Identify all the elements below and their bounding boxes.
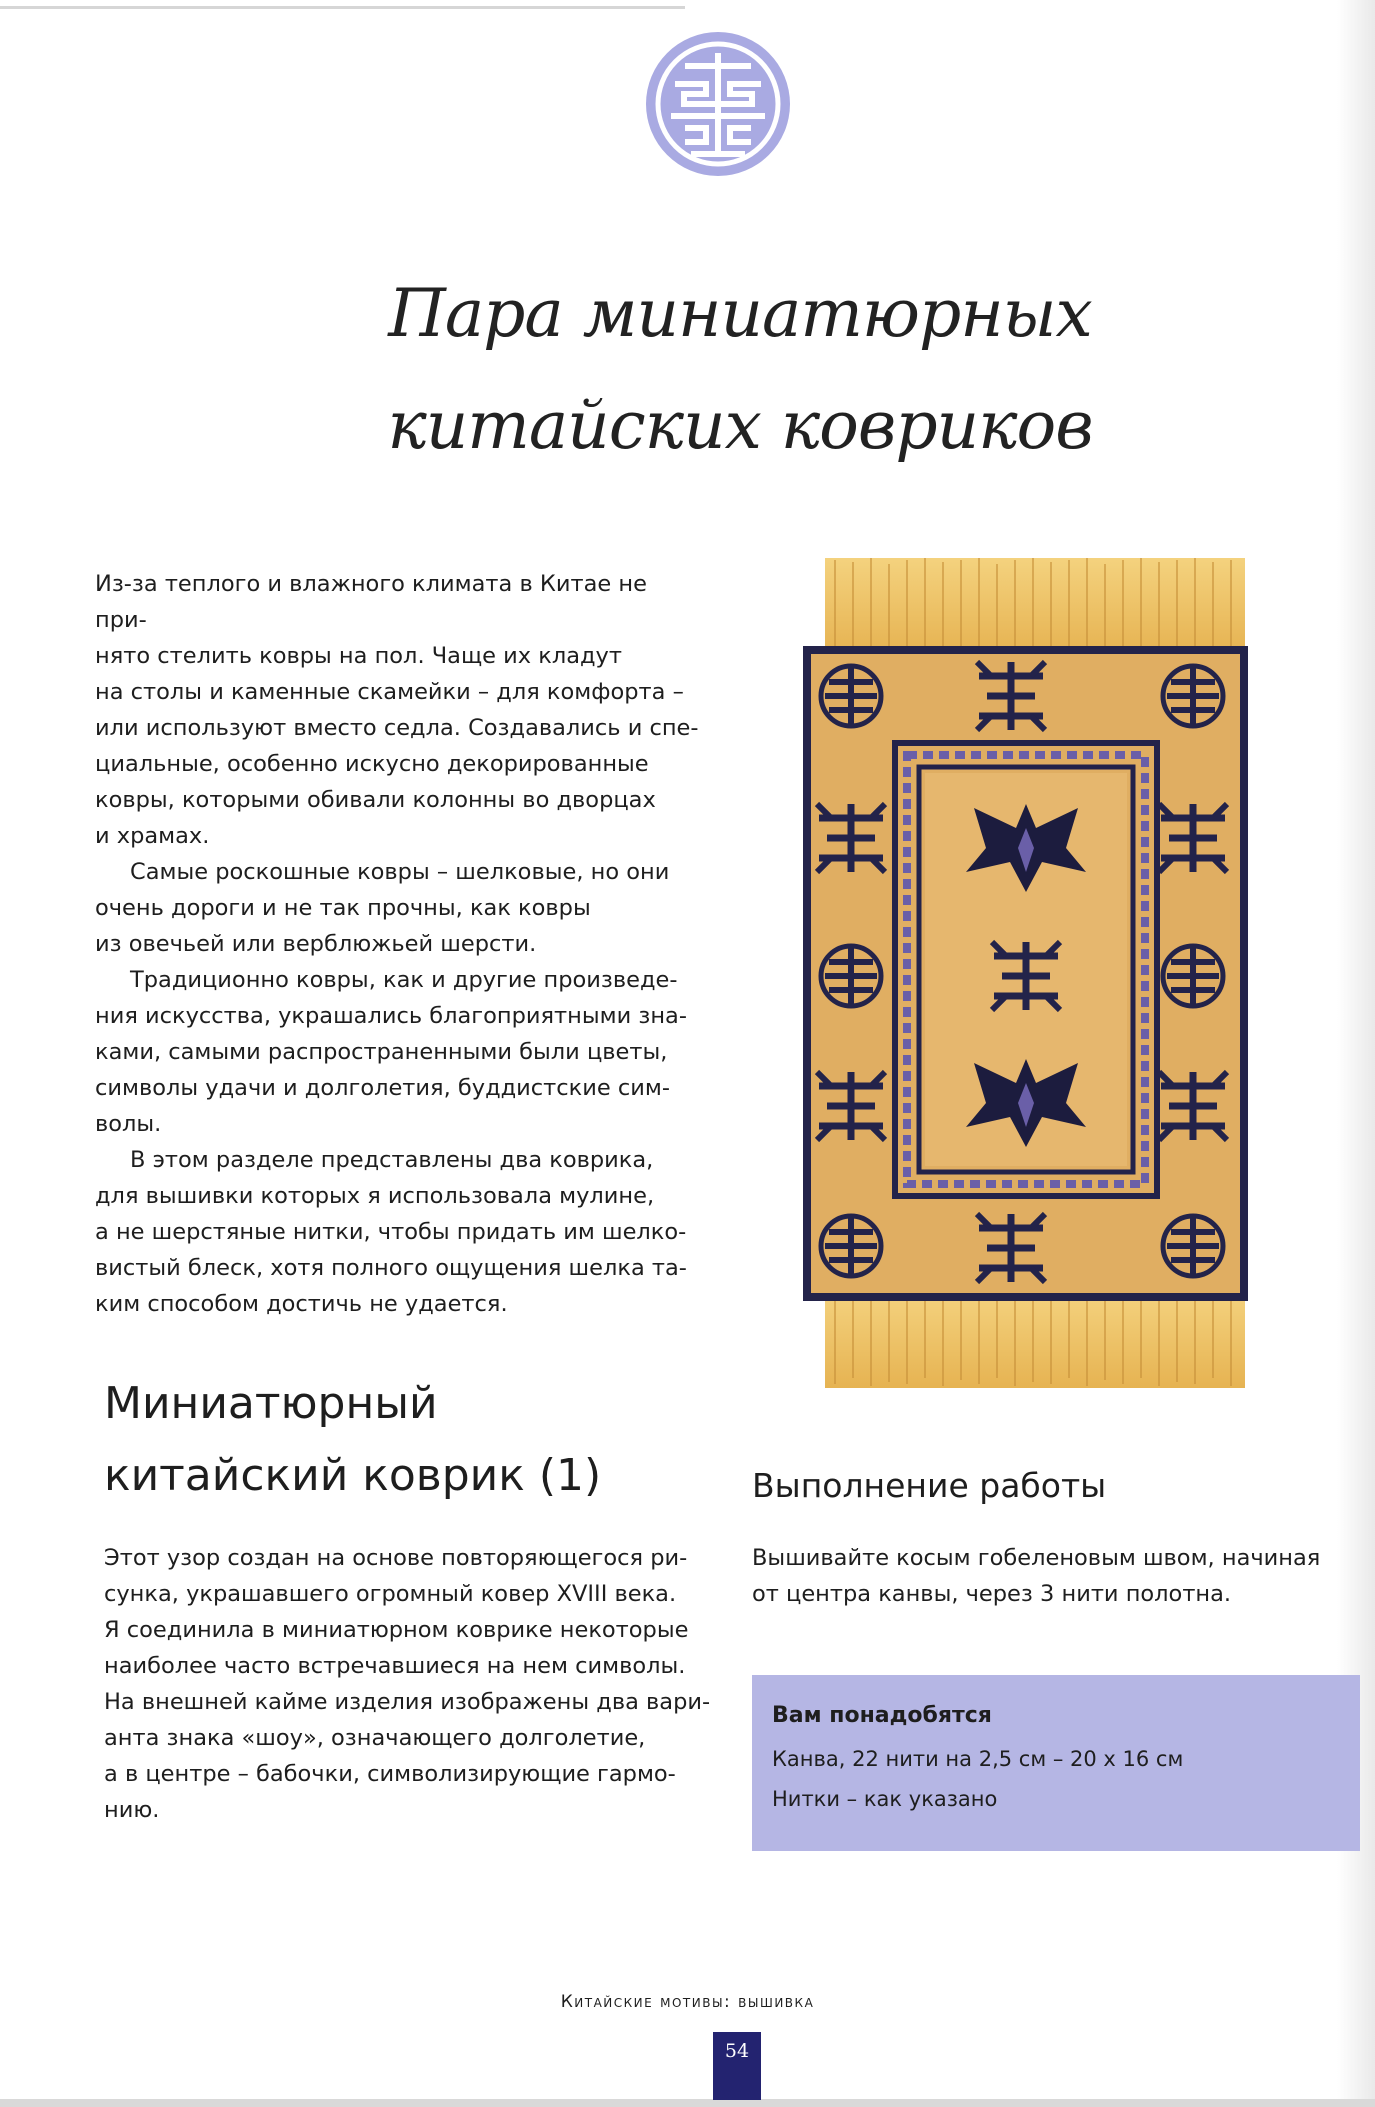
text-line: ния искусства, украшались благоприятными зна- [95, 1003, 687, 1029]
text-line: анта знака «шоу», означающего долголетие, [104, 1725, 646, 1751]
work-paragraph [752, 1540, 1327, 1612]
section-heading-line-1: Миниатюрный [104, 1378, 438, 1429]
shou-emblem-icon [644, 30, 792, 178]
text-line: В этом разделе представлены два коврика, [130, 1147, 654, 1173]
text-line: циальные, особенно искусно декорированные [95, 751, 649, 777]
text-line: и храмах. [95, 823, 210, 849]
text-line: Традиционно ковры, как и другие произведе- [130, 967, 678, 993]
intro-paragraph-2 [95, 854, 705, 962]
running-footer: Китайские мотивы: вышивка [560, 1992, 815, 2012]
intro-paragraph-4 [95, 1142, 705, 1322]
work-heading: Выполнение работы [752, 1466, 1107, 1505]
page-number: 54 [724, 2040, 750, 2062]
rug-photo [795, 558, 1270, 1388]
text-line: нято стелить ковры на пол. Чаще их кладут [95, 643, 622, 669]
text-line: от центра канвы, через 3 нити полотна. [752, 1581, 1232, 1607]
text-line: сунка, украшавшего огромный ковер XVIII века. [104, 1581, 677, 1607]
materials-item-threads: Нитки – как указано [772, 1787, 998, 1811]
top-rule [0, 6, 685, 9]
intro-paragraph-1 [95, 566, 705, 854]
text-line: а не шерстяные нитки, чтобы придать им шелко- [95, 1219, 687, 1245]
text-line: наиболее часто встречавшиеся на нем символы. [104, 1653, 686, 1679]
text-line: нию. [104, 1797, 160, 1823]
title-line-2: китайских ковриков [387, 387, 1093, 464]
page-number-box [713, 2032, 761, 2100]
text-line: для вышивки которых я использовала мулине, [95, 1183, 655, 1209]
text-line: Из-за теплого и влажного климата в Китае не при- [95, 571, 647, 633]
text-line: ками, самыми распространенными были цветы, [95, 1039, 668, 1065]
materials-box [752, 1675, 1360, 1851]
section-paragraph [104, 1540, 714, 1828]
text-line: символы удачи и долголетия, буддистские сим- [95, 1075, 670, 1101]
text-line: ковры, которыми обивали колонны во дворцах [95, 787, 656, 813]
text-line: на столы и каменные скамейки – для комфорта – [95, 679, 684, 705]
text-line: На внешней кайме изделия изображены два вари- [104, 1689, 711, 1715]
page-title [330, 258, 1150, 482]
intro-paragraph-3 [95, 962, 705, 1142]
section-description [104, 1540, 714, 1828]
intro-text [95, 566, 705, 1322]
materials-title: Вам понадобятся [772, 1703, 992, 1728]
text-line: волы. [95, 1111, 162, 1137]
work-instructions [752, 1540, 1327, 1612]
text-line: Вышивайте косым гобеленовым швом, начиная [752, 1545, 1321, 1571]
text-line: ким способом достичь не удается. [95, 1291, 508, 1317]
section-heading-line-2: китайский коврик (1) [104, 1450, 602, 1501]
section-heading [104, 1368, 724, 1512]
text-line: Я соединила в миниатюрном коврике некоторые [104, 1617, 689, 1643]
text-line: Самые роскошные ковры – шелковые, но они [130, 859, 670, 885]
text-line: вистый блеск, хотя полного ощущения шелка та- [95, 1255, 687, 1281]
text-line: из овечьей или верблюжьей шерсти. [95, 931, 537, 957]
text-line: или используют вместо седла. Создавались и спе- [95, 715, 699, 741]
materials-item-canvas: Канва, 22 нити на 2,5 см – 20 х 16 см [772, 1747, 1184, 1771]
text-line: а в центре – бабочки, символизирующие гармо- [104, 1761, 676, 1787]
bottom-edge-shadow [0, 2099, 1375, 2107]
title-line-1: Пара миниатюрных [388, 275, 1092, 352]
text-line: очень дороги и не так прочны, как ковры [95, 895, 591, 921]
text-line: Этот узор создан на основе повторяющегося ри- [104, 1545, 688, 1571]
